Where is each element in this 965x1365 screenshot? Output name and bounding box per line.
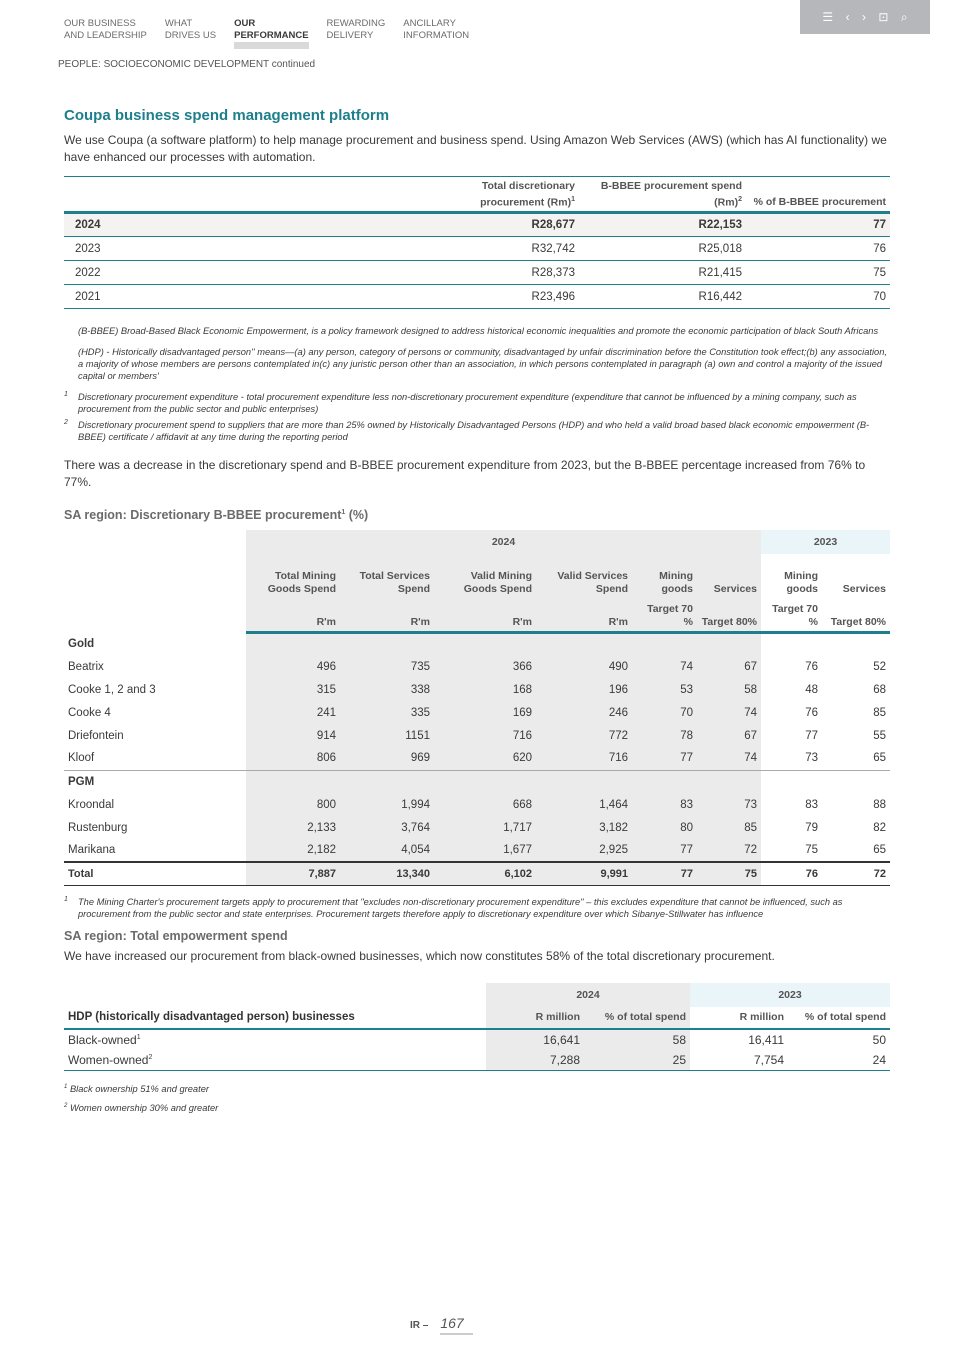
- note-hdp: (HDP) - Historically disadvantaged person'' means—(a) any person, category of persons or community, disadvantaged by unfair discrimination before the Constitution took effect;(b) any association, a majority of whose members are persons contemplated in(c) any juristic person other than an association, in which persons contemplated in paragraph (a) own and control a majority of the issued capital or members': [78, 347, 887, 381]
- search-icon[interactable]: ⌕: [900, 10, 908, 24]
- table-row: Black-owned$^1$ 16,641 58 16,411 50: [64, 1029, 890, 1050]
- top-navigation: [64, 18, 487, 49]
- empowerment-footnotes: $^1$ Black ownership 51% and greater $^2$ Women ownership 30% and greater: [64, 1084, 219, 1114]
- breadcrumb: PEOPLE: SOCIOECONOMIC DEVELOPMENT continued: [58, 59, 316, 70]
- empowerment-title: SA region: Total empowerment spend: [64, 928, 288, 943]
- coupa-title: Coupa business spend management platform: [64, 107, 390, 124]
- table-row: Cooke 4 241 335 169 246 70 74 76 85: [64, 701, 890, 724]
- coupa-summary: There was a decrease in the discretionary spend and B-BBEE procurement expenditure from 2023, but the B-BBEE percentage increased from 76% to 77%.: [64, 458, 866, 489]
- coupa-notes: [64, 325, 890, 443]
- menu-icon[interactable]: ☰: [822, 10, 834, 24]
- main-content: [64, 107, 890, 1114]
- table-row: Beatrix 496 735 366 490 74 67 76 52: [64, 655, 890, 678]
- year-2024-header: 2024: [486, 983, 690, 1007]
- empowerment-table: 2024 2023 HDP (historically disadvantaged person) businesses R million % of total spend R million % of total spend Black-owned$^1$ 16,641 58 16,411 50 Women-owned$^2$ 7,288 25 7,754 24: [64, 983, 890, 1072]
- nav-our-business[interactable]: OUR BUSINESS AND LEADERSHIP: [64, 18, 147, 41]
- year-2023-header: 2023: [761, 530, 890, 554]
- group-pgm: PGM: [64, 770, 890, 793]
- page-footer: [410, 1315, 473, 1335]
- sa-region-title: SA region: Discretionary B-BBEE procurement$^1$ (%): [64, 508, 369, 522]
- table-row: Driefontein 914 1151 716 772 78 67 77 55: [64, 724, 890, 747]
- sa-region-note: 1 The Mining Charter's procurement targets apply to procurement that "excludes non-discretionary procurement expenditure" – this excludes expenditure that cannot be influenced, such as procurement from the public sector and state enterprises. Procurement targets therefore apply to discretionary expenditure over which Sibanye-Stillwater has influence: [64, 895, 843, 919]
- col-bbbee-spend: B-BBEE procurement spend $(Rm)^2$: [600, 179, 742, 208]
- note-2: 2 Discretionary procurement spend to suppliers that are more than 25% owned by Historically Disadvantaged Persons (HDP) and who held a valid broad based black economic empowerment (B-BBEE) certificate / affidavit at any time during the reporting period: [64, 419, 870, 442]
- table-row: Cooke 1, 2 and 3 315 338 168 196 53 58 48 68: [64, 678, 890, 701]
- table-row: 2022 R28,373 R21,415 75: [64, 261, 890, 285]
- nav-rewarding-delivery[interactable]: REWARDING DELIVERY: [326, 18, 386, 41]
- chevron-left-icon[interactable]: ‹: [845, 10, 850, 24]
- note-bbbee: (B-BBEE) Broad-Based Black Economic Empowerment, is a policy framework designed to address historical economic inequalities and promote the economic participation of black South Africans: [78, 326, 879, 336]
- year-2024-header: 2024: [246, 530, 761, 554]
- year-2023-header: 2023: [690, 983, 890, 1007]
- table-row: 2021 R23,496 R16,442 70: [64, 285, 890, 309]
- coupa-table: [64, 176, 890, 309]
- col-bbbee-pct: % of B-BBEE procurement: [753, 196, 886, 208]
- table-row: Kroondal 800 1,994 668 1,464 83 73 83 88: [64, 793, 890, 816]
- page-icon[interactable]: ⊡: [878, 10, 889, 24]
- note-1: 1 Discretionary procurement expenditure - total procurement expenditure less non-discretionary procurement expenditure (expenditure that cannot be influenced by a mining company, such as procurement from the public sector and public enterprises): [64, 391, 857, 414]
- table-row: 2023 R32,742 R25,018 76: [64, 237, 890, 261]
- empowerment-intro: We have increased our procurement from black-owned businesses, which now constitutes 58% of the total discretionary procurement.: [64, 948, 775, 963]
- total-row: Total 7,887 13,340 6,102 9,991 77 75 76 72: [64, 862, 890, 885]
- chevron-right-icon[interactable]: ›: [861, 10, 866, 24]
- table-row: Rustenburg 2,133 3,764 1,717 3,182 80 85 79 82: [64, 816, 890, 839]
- toolbar: [800, 0, 930, 34]
- page-number: 167: [440, 1315, 473, 1335]
- coupa-intro: We use Coupa (a software platform) to help manage procurement and business spend. Using Amazon Web Services (AWS) (which has AI functionality) we have enhanced our processes with automation.: [64, 133, 887, 164]
- table-row: Women-owned$^2$ 7,288 25 7,754 24: [64, 1050, 890, 1071]
- nav-what-drives-us[interactable]: WHAT DRIVES US: [164, 18, 217, 41]
- group-gold: Gold: [64, 632, 890, 655]
- table-row: Marikana 2,182 4,054 1,677 2,925 77 72 75 65: [64, 839, 890, 862]
- hdp-header: HDP (historically disadvantaged person) businesses: [64, 1007, 486, 1029]
- table-row: Kloof 806 969 620 716 77 74 73 65: [64, 747, 890, 770]
- nav-our-performance[interactable]: OUR PERFORMANCE: [234, 18, 308, 49]
- col-total-discretionary: Total discretionary procurement $(Rm)^1$: [480, 179, 575, 208]
- report-prefix: IR –: [410, 1320, 429, 1331]
- nav-ancillary-information[interactable]: ANCILLARY INFORMATION: [403, 18, 470, 41]
- sa-region-table: 2024 2023 Total Mining Goods Spend Total Services Spend Valid Mining Goods Spend Valid Services Spend Mining goods Services Mining goods Services R'm R'm R'm R'm Target 70 % Target 80% Target 70 % Target 80% Gold Beatrix 496 735 366 490 74 67 76 52 Cooke 1, 2 and 3 315 338 168 196 53 58 48 68 Cooke 4 241 335 169 246 70 74 76 85 Driefontein 914 1151 716 772 78 67 77 55 Kloof 806 969 620 716 77 74 73 65 PGM Kroondal 800 1,994 668 1,464 83 73 83 88 Rustenburg 2,133 3,764 1,717 3,182 80 85 79 82 Marikana 2,182 4,054 1,677 2,925 77 72 75 65 Total 7,887 13,340 6,102 9,991 77 75 76 72: [64, 530, 890, 886]
- table-row: 2024 R28,677 R22,153 77: [64, 213, 890, 237]
